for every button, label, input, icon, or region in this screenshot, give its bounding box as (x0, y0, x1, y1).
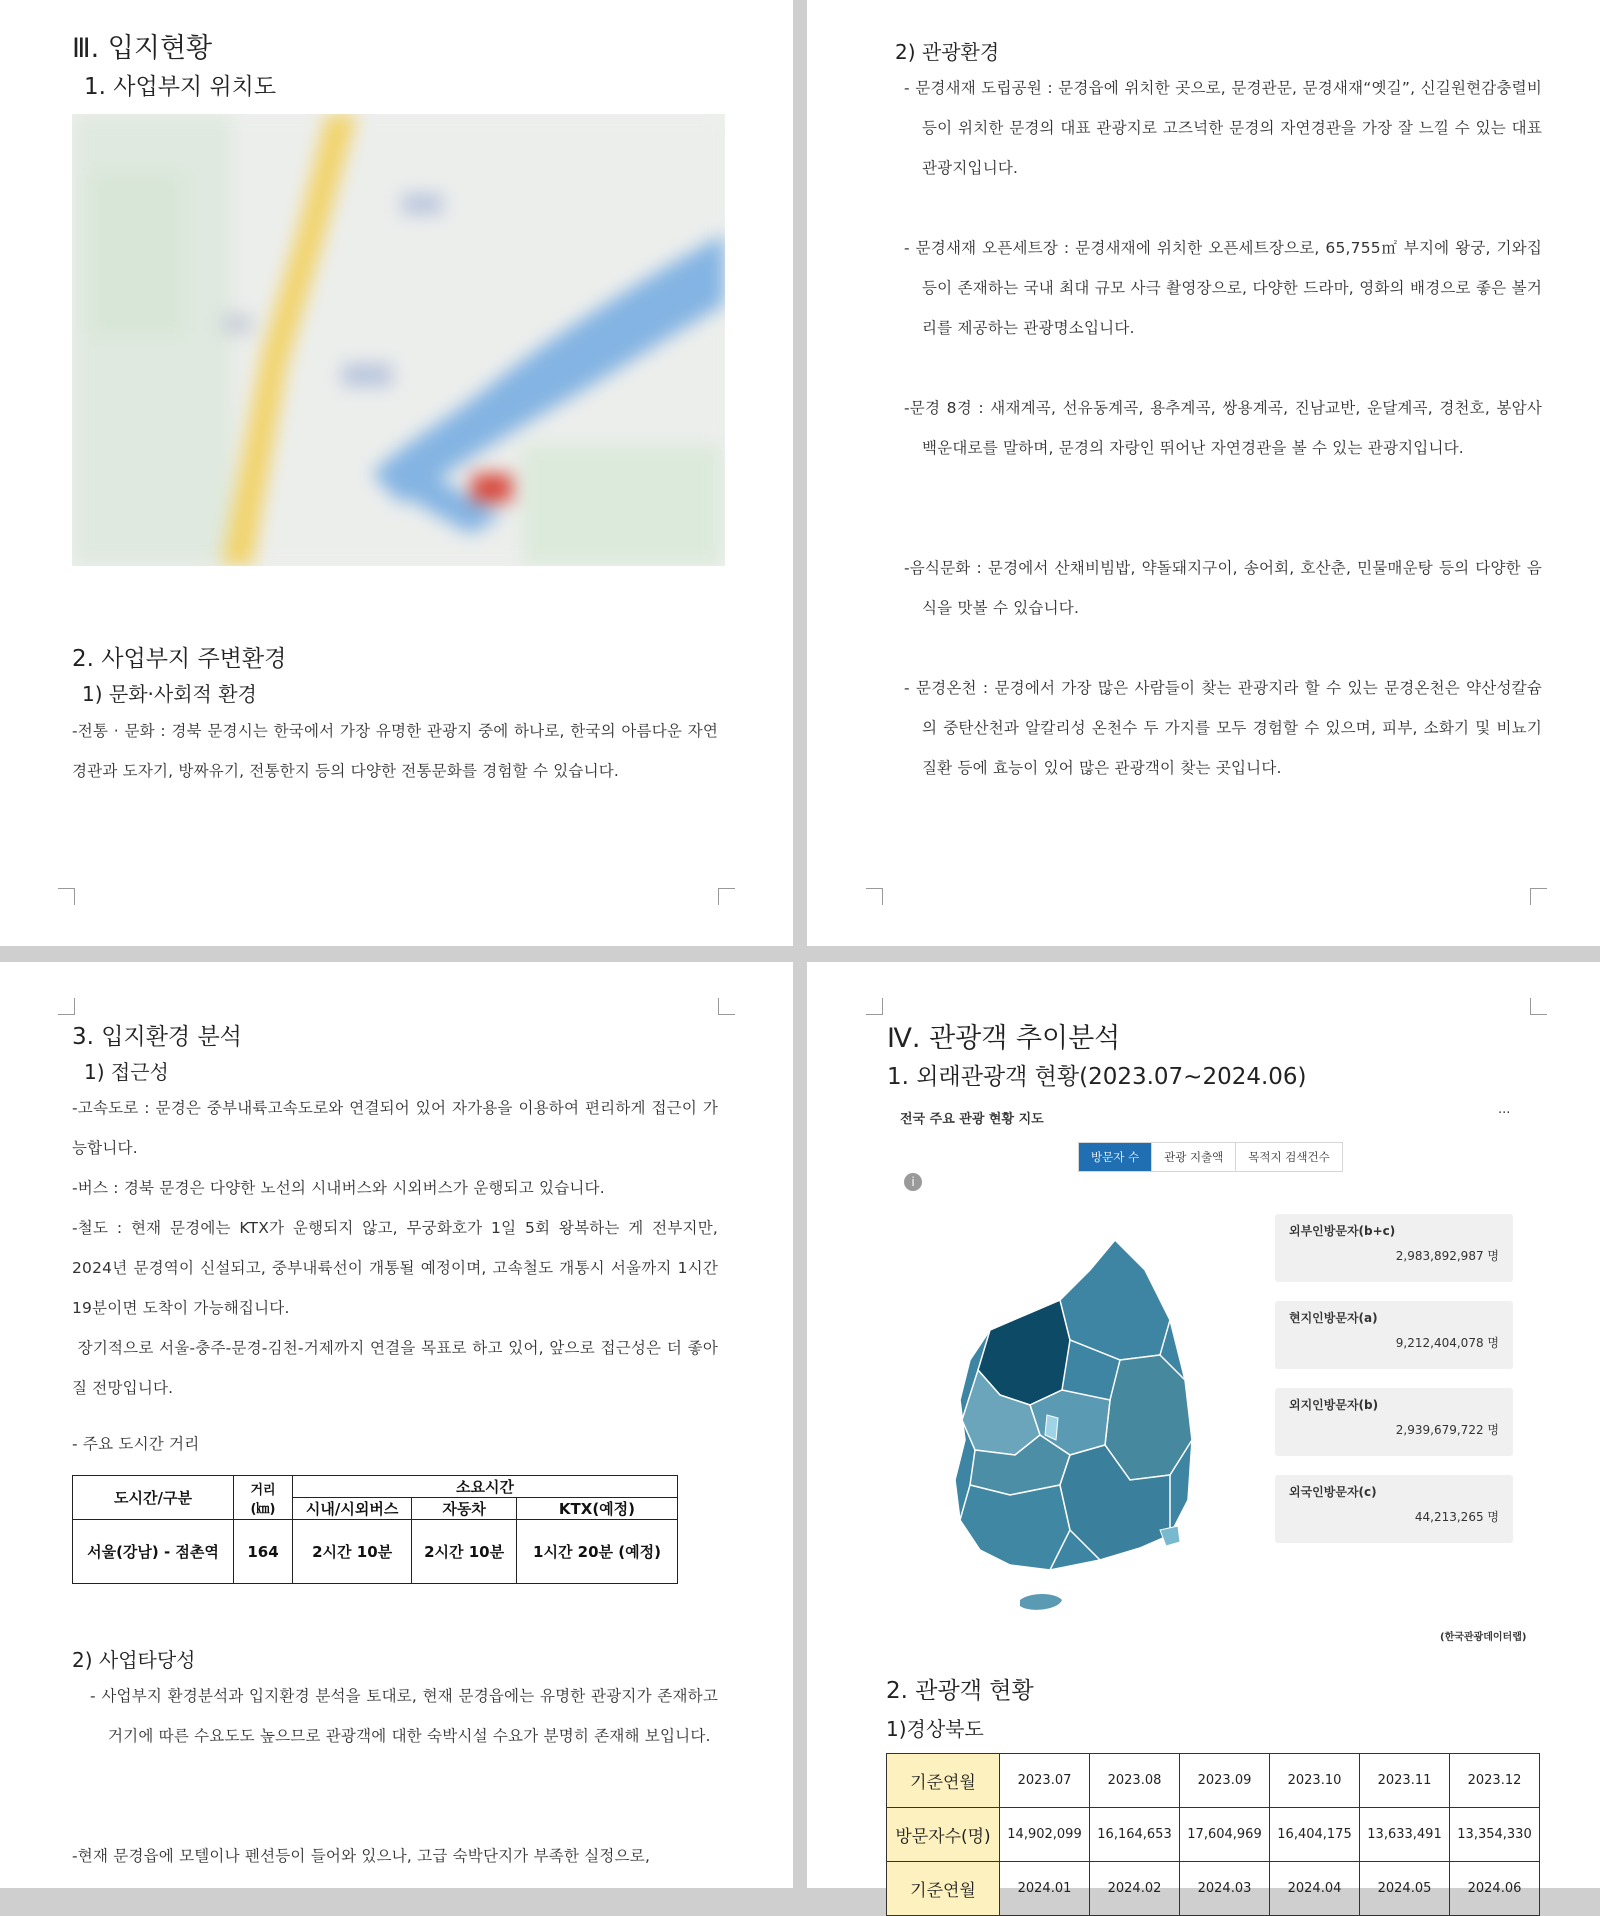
access-item: -고속도로 : 문경은 중부내륙고속도로와 연결되어 있어 자가용을 이용하여 편리하게 접근이 가능합니다. (72, 1099, 718, 1157)
metric-tabs (1078, 1142, 1343, 1172)
table-cell: 2시간 10분 (412, 1520, 517, 1584)
tab-spending[interactable]: 관광 지출액 (1152, 1143, 1236, 1171)
more-menu-icon[interactable]: ··· (1498, 1106, 1511, 1121)
region-gyeongbuk (1105, 1355, 1192, 1480)
table-cell: 16,164,653 (1090, 1808, 1180, 1862)
info-icon[interactable]: i (904, 1173, 922, 1191)
table-header: 시내/시외버스 (293, 1498, 412, 1520)
table-header: 기준연월 (887, 1754, 1000, 1808)
table-header: KTX(예정) (516, 1498, 677, 1520)
table-cell: 2023.12 (1450, 1754, 1540, 1808)
tourism-item: - 문경새재 도립공원 : 문경읍에 위치한 곳으로, 문경관문, 문경새재“옛길”, 신길원현감충렬비 등이 위치한 문경의 대표 관광지로 고즈넉한 문경의 자연경관을 가장 잘 느낄 수 있는 대표관광지입니다. (904, 79, 1542, 177)
tourism-item: - 문경새재 오픈세트장 : 문경새재에 위치한 오픈세트장으로, 65,755㎡ 부지에 왕궁, 기와집 등이 존재하는 국내 최대 규모 사극 촬영장으로, 다양한 드라마, 영화의 배경으로 좋은 볼거리를 제공하는 관광명소입니다. (904, 239, 1542, 337)
stat-label: 현지인방문자(a) (1289, 1311, 1378, 1325)
page-3 (0, 962, 793, 1888)
table-cell: 2023.07 (1000, 1754, 1090, 1808)
subsection-title-2: 2. 사업부지 주변환경 (72, 646, 287, 672)
crop-mark (1530, 888, 1547, 905)
table-cell: 2024.04 (1270, 1862, 1360, 1916)
crop-mark (718, 998, 735, 1015)
crop-mark (58, 888, 75, 905)
region-gangwon (1060, 1240, 1170, 1360)
table-cell: 2023.11 (1360, 1754, 1450, 1808)
table-cell: 2023.10 (1270, 1754, 1360, 1808)
table-cell: 2024.06 (1450, 1862, 1540, 1916)
widget-title: 전국 주요 관광 현황 지도 (900, 1112, 1044, 1127)
tourism-item: - 문경온천 : 문경에서 가장 많은 사람들이 찾는 관광지라 할 수 있는 문경온천은 약산성칼슘의 중탄산천과 알칼리성 온천수 두 가지를 모두 경험할 수 있으며, 피부, 소화기 및 비뇨기 질환 등에 효능이 있어 많은 관광객이 찾는 곳입니다. (904, 679, 1542, 777)
tourism-environment-title: 2) 관광환경 (895, 40, 1000, 64)
tab-visitors[interactable]: 방문자 수 (1079, 1143, 1152, 1171)
table-cell: 16,404,175 (1270, 1808, 1360, 1862)
table-header: 거리 (㎞) (234, 1476, 293, 1520)
region-title: 1)경상북도 (886, 1717, 984, 1741)
stat-label: 외국인방문자(c) (1289, 1485, 1377, 1499)
validity-item: -현재 문경읍에 모텔이나 펜션등이 들어와 있으나, 고급 숙박단지가 부족한 실정으로, (72, 1847, 651, 1865)
stat-value: 44,213,265 명 (1414, 1510, 1499, 1524)
tourism-item: -음식문화 : 문경에서 산채비빔밥, 약돌돼지구이, 송어회, 호산춘, 민물매운탕 등의 다양한 음식을 맛볼 수 있습니다. (904, 559, 1542, 617)
table-header: 소요시간 (293, 1476, 678, 1498)
table-cell: 1시간 20분 (예정) (516, 1520, 677, 1584)
access-item: -버스 : 경북 문경은 다양한 노선의 시내버스와 시외버스가 운행되고 있습니다. (72, 1179, 605, 1197)
table-cell: 2023.09 (1180, 1754, 1270, 1808)
subsection-title-2-1: 1) 문화·사회적 환경 (82, 682, 257, 706)
table-header: 방문자수(명) (887, 1808, 1000, 1862)
region-busan (1160, 1526, 1180, 1546)
table-cell: 2023.08 (1090, 1754, 1180, 1808)
tab-search-count[interactable]: 목적지 검색건수 (1236, 1143, 1341, 1171)
crop-mark (718, 888, 735, 905)
accessibility-title: 1) 접근성 (84, 1060, 169, 1084)
visitors-title: 2. 관광객 현황 (886, 1678, 1034, 1704)
region-jeju (1020, 1594, 1062, 1610)
section-title: Ⅳ. 관광객 추이분석 (887, 1023, 1121, 1054)
region-jeonnam (960, 1485, 1070, 1570)
crop-mark (866, 888, 883, 905)
stat-card-foreigner (1275, 1475, 1513, 1543)
table-cell: 2024.01 (1000, 1862, 1090, 1916)
table-cell: 13,633,491 (1360, 1808, 1450, 1862)
subsection-title: 1. 사업부지 위치도 (84, 74, 277, 100)
stat-value: 9,212,404,078 명 (1395, 1336, 1499, 1350)
table-cell: 2시간 10분 (293, 1520, 412, 1584)
crop-mark (1530, 998, 1547, 1015)
table-header: 기준연월 (887, 1862, 1000, 1916)
stat-card-outsider (1275, 1388, 1513, 1456)
table-cell: 14,902,099 (1000, 1808, 1090, 1862)
culture-paragraph: -전통 · 문화 : 경북 문경시는 한국에서 가장 유명한 관광지 중에 하나로, 한국의 아름다운 자연경관과 도자기, 방짜유기, 전통한지 등의 다양한 전통문화를 경험할 수 있습니다. (72, 722, 718, 780)
validity-item: - 사업부지 환경분석과 입지환경 분석을 토대로, 현재 문경읍에는 유명한 관광지가 존재하고 거기에 따른 수요도도 높으므로 관광객에 대한 숙박시설 수요가 분명히 존재해 보입니다. (90, 1687, 718, 1745)
validity-title: 2) 사업타당성 (72, 1648, 196, 1672)
table-header: 도시간/구분 (73, 1476, 234, 1520)
analysis-title: 3. 입지환경 분석 (72, 1024, 242, 1050)
crop-mark (58, 998, 75, 1015)
table-cell: 2024.02 (1090, 1862, 1180, 1916)
page-1 (0, 0, 793, 946)
table-cell: 2024.05 (1360, 1862, 1450, 1916)
access-item: 장기적으로 서울-충주-문경-김천-거제까지 연결을 목표로 하고 있어, 앞으로 접근성은 더 좋아질 전망입니다. (72, 1339, 718, 1397)
stat-value: 2,983,892,987 명 (1395, 1249, 1499, 1263)
data-source: (한국관광데이터랩) (1440, 1632, 1527, 1643)
access-item: -철도 : 현재 문경에는 KTX가 운행되지 않고, 무궁화호가 1일 5회 왕복하는 게 전부지만, 2024년 문경역이 신설되고, 중부내륙선이 개통될 예정이며, 고속철도 개통시 서울까지 1시간 19분이면 도착이 가능해집니다. (72, 1219, 718, 1317)
distance-table (72, 1475, 678, 1584)
table-cell: 164 (234, 1520, 293, 1584)
stat-card-local (1275, 1301, 1513, 1369)
page-2 (807, 0, 1600, 946)
table-cell: 13,354,330 (1450, 1808, 1540, 1862)
foreign-tourists-title: 1. 외래관광객 현황(2023.07~2024.06) (887, 1064, 1307, 1090)
stat-value: 2,939,679,722 명 (1395, 1423, 1499, 1437)
visitor-table (886, 1753, 1540, 1916)
region-sejong (1045, 1415, 1058, 1440)
table-header: 자동차 (412, 1498, 517, 1520)
table-cell: 2024.03 (1180, 1862, 1270, 1916)
location-map (72, 114, 725, 566)
stat-card-external (1275, 1214, 1513, 1282)
crop-mark (866, 998, 883, 1015)
map-graphic (72, 114, 725, 566)
tourism-item: -문경 8경 : 새재계곡, 선유동계곡, 용추계곡, 쌍용계곡, 진남교반, 운달계곡, 경천호, 봉암사 백운대로를 말하며, 문경의 자랑인 뛰어난 자연경관을 볼 수 있는 관광지입니다. (904, 399, 1542, 457)
stat-label: 외부인방문자(b+c) (1289, 1224, 1396, 1238)
stat-label: 외지인방문자(b) (1289, 1398, 1379, 1412)
korea-choropleth-map (930, 1230, 1220, 1620)
section-title: Ⅲ. 입지현황 (72, 33, 213, 64)
distance-label: - 주요 도시간 거리 (72, 1435, 200, 1453)
table-cell: 서울(강남) - 점촌역 (73, 1520, 234, 1584)
table-cell: 17,604,969 (1180, 1808, 1270, 1862)
